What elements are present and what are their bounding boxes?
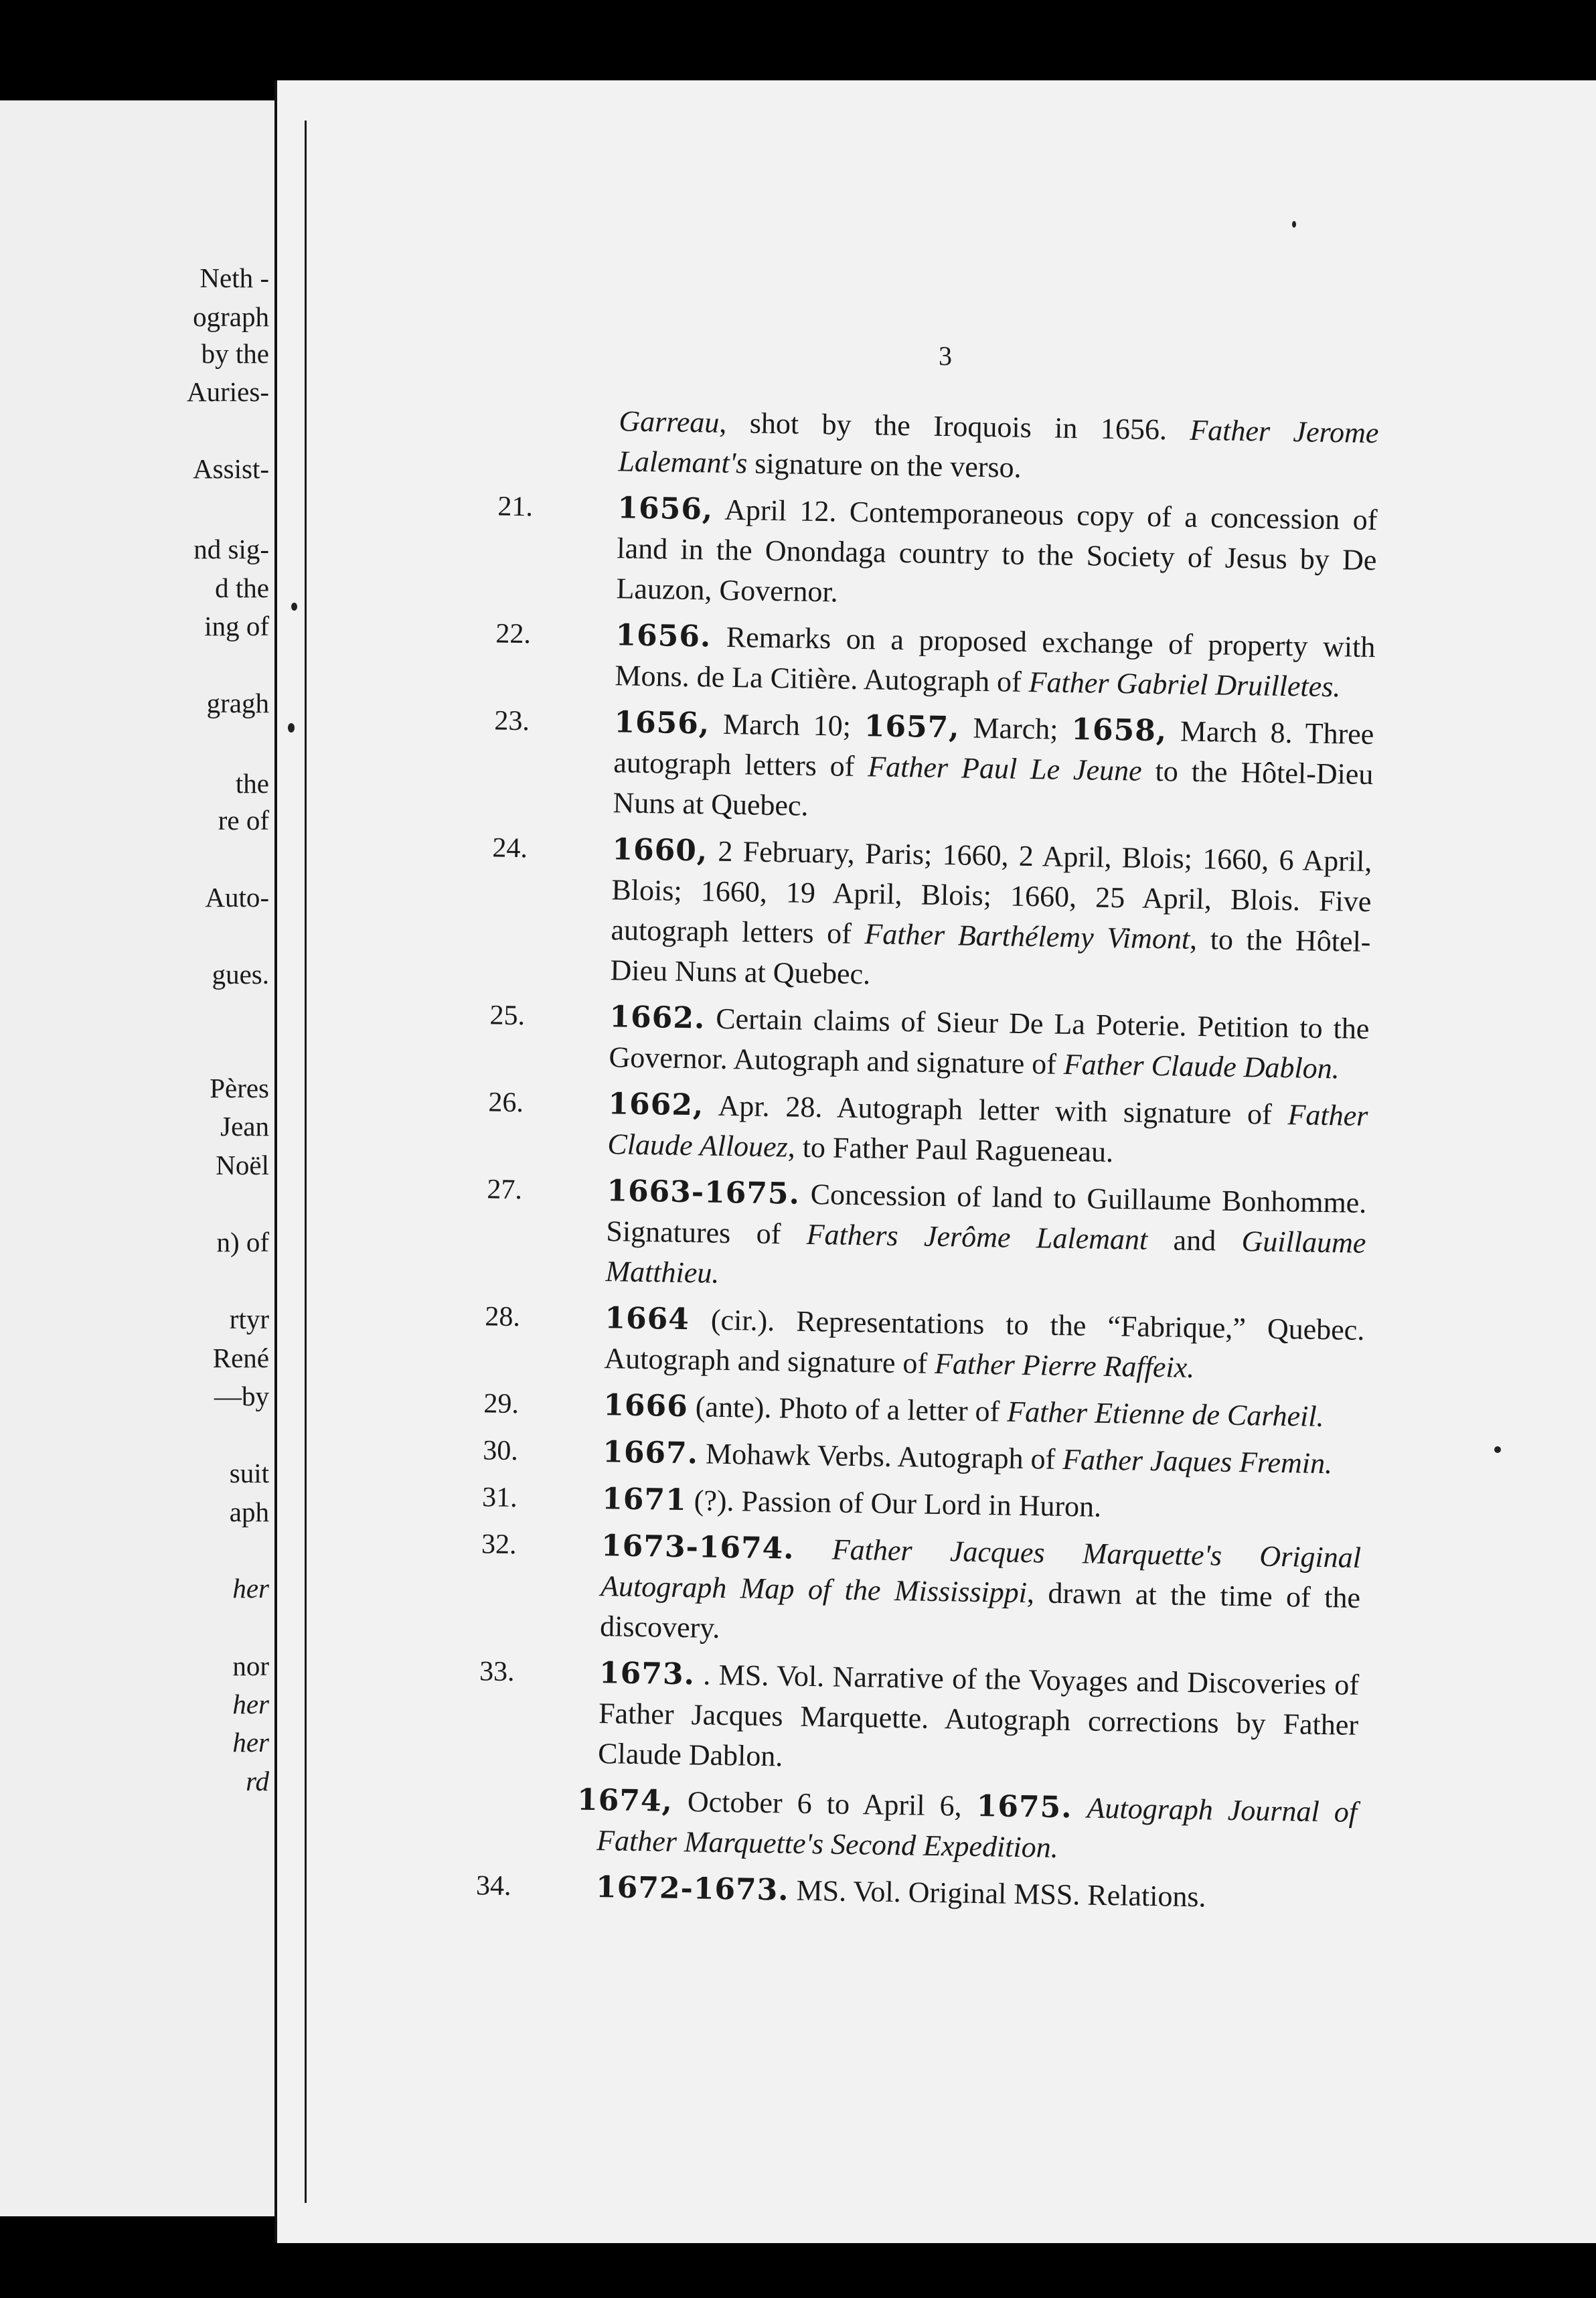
left-page-text-fragment: Assist- [193,453,269,484]
entry-number: 26. [488,1087,524,1119]
continuation-text: , shot by the Iroquois in 1656. [719,406,1168,447]
catalogue-entry [418,1430,1363,1484]
catalogue-entry [424,994,1370,1089]
entry-date: 1662. [609,1000,706,1036]
entry-text: March 8. Three autograph letters of [613,714,1374,783]
catalogue-entry [432,485,1378,621]
entry-date: 1656, [617,491,714,527]
entry-text: Remarks on a proposed exchange of property with Mons. de La Citière. Autograph of [615,620,1376,698]
left-page-text-fragment: gragh [206,688,269,718]
entry-text: October 6 to April 6, [672,1784,977,1823]
entry-italic-text: Father Claude Allouez [607,1098,1368,1164]
catalogue-entry [426,827,1372,1002]
entry-date: 1656. [615,618,712,654]
entry-text: , to the Hôtel-Dieu Nuns at Quebec. [610,922,1371,991]
catalogue-entries [412,485,1378,1920]
catalogue-entry [416,1523,1362,1659]
left-page-text-fragment: Auries- [187,376,269,407]
entry-text: Mohawk Verbs. Autograph of [698,1437,1063,1476]
entry-number: 32. [481,1529,517,1561]
entry-date: 1658, [1070,712,1168,749]
entry-date: 1671 [601,1482,688,1518]
catalogue-entry [420,1296,1365,1391]
entry-text: , drawn at the time of the discovery. [599,1576,1361,1644]
scan-speck [1494,1446,1501,1453]
catalogue-entry [419,1383,1364,1438]
entry-italic-text: Father Gabriel Druilletes. [1028,665,1341,704]
entry-number: 23. [494,705,530,737]
entry-number: 25. [489,1000,526,1032]
left-page-text-fragment: Jean [220,1111,269,1142]
left-page-text-fragment: Noël [216,1150,269,1180]
left-page-text-fragment: rd [246,1766,269,1796]
entry-text: (ante). Photo of a letter of [688,1390,1008,1428]
entry-italic-text: Father Jacques Marquette's Original Autograph Map of the Mississippi [600,1533,1362,1610]
entry-text: 2 February, Paris; 1660, 2 April, Blois; 1660, 6 April, Blois; 1660, 19 April, Blois; 1660, 25 April, Blois. Five autograph letters of [611,834,1372,951]
entry-number: 27. [487,1174,523,1206]
entry-date: 1663-1675. [607,1174,801,1211]
catalogue-entry [423,1081,1368,1176]
left-page-text-fragment: rtyr [229,1304,269,1334]
entry-date: 1662, [608,1087,704,1123]
left-page-text-fragment: —by [214,1381,269,1411]
entry-text: MS. Vol. Original MSS. Relations. [789,1873,1206,1914]
entry-italic-text: Fathers Jerôme Lalemant [806,1217,1148,1256]
entry-date: 1667. [602,1435,699,1471]
entry-italic-text: Father Etienne de Carheil. [1006,1395,1324,1434]
entry-number: 33. [479,1656,515,1688]
entry-date: 1664 [605,1301,690,1337]
entry-text: Concession of land to Guillaume Bonhomme. Signatures of [606,1177,1367,1251]
entry-text: (?). Passion of Our Lord in Huron. [686,1484,1102,1523]
left-page-text-fragment: re of [218,805,269,836]
left-page-text-fragment: the [235,768,269,799]
entry-text [794,1533,832,1566]
entry-date: 1666 [603,1388,689,1424]
catalogue-entry [418,1476,1362,1531]
left-page-text-fragment: her [232,1727,269,1758]
entry-number: 21. [497,491,534,523]
entry-date: 1673-1674. [601,1529,795,1566]
left-page-text-fragment: Pères [210,1073,269,1103]
entry-date: 1656, [614,705,710,741]
entry-number: 28. [485,1301,521,1333]
catalogue-entry [412,1778,1358,1873]
entry-number: 22. [495,618,532,650]
continuation-paragraph [618,401,1379,493]
continuation-end: signature on the verso. [754,447,1022,484]
continuation-name: Garreau [619,404,720,439]
catalogue-entry [428,700,1374,835]
entry-number: 29. [483,1388,520,1420]
continuation-father: Father Jerome Lalemant's [618,413,1379,480]
left-page-text-fragment: ograph [193,301,269,332]
entry-text: . MS. Vol. Narrative of the Voyages and Discoveries of Father Jacques Marquette. Autograph corrections by Father Claude Dablon. [597,1658,1360,1773]
scan-speck [291,603,297,611]
entry-italic-text: Autograph Journal of Father Marquette's Second Expedition. [596,1791,1358,1864]
entry-text: March; [959,711,1072,746]
scan-speck [1292,221,1296,228]
entry-number: 24. [492,832,528,864]
left-page-text-fragment: gues. [212,959,269,990]
entry-number: 34. [475,1870,511,1902]
left-page-text-fragment: nd sig- [193,534,269,564]
left-page-text-fragment: aph [229,1497,269,1527]
left-page-text-fragment: n) of [216,1227,269,1257]
previous-page-fragment [0,100,283,2216]
entry-date: 1675. [976,1788,1072,1825]
entry-text: to the Hôtel-Dieu Nuns at Quebec. [613,754,1374,822]
entry-text [1072,1791,1087,1824]
entry-date: 1657, [864,709,960,745]
entry-number: 30. [482,1435,519,1467]
left-page-text-fragment: her [232,1689,269,1719]
page-gutter-line [305,121,307,2203]
catalogue-entry [414,1651,1360,1786]
left-page-text-fragment: René [212,1343,269,1373]
left-page-text-fragment: Auto- [205,882,269,913]
left-page-text-fragment: ing of [204,611,269,641]
entry-text: (cir.). Representations to the “Fabrique,” Quebec. Autograph and signature of [604,1303,1365,1380]
entry-italic-text: Father Paul Le Jeune [867,750,1143,787]
entry-italic-text: Guillaume Matthieu. [605,1225,1366,1290]
entry-text: Apr. 28. Autograph letter with signature of [703,1089,1288,1132]
entry-text: and [1147,1223,1243,1258]
catalogue-text [412,398,1379,1920]
entry-date: 1674, [576,1782,673,1819]
entry-date: 1672-1673. [595,1870,789,1908]
entry-text: April 12. Contemporaneous copy of a concession of land in the Onondaga country to the Society of Jesus by De Lauzon, Governor. [616,493,1378,609]
entry-italic-text: Father Pierre Raffeix. [934,1347,1195,1384]
entry-date: 1660, [612,832,708,868]
left-page-text-fragment: suit [229,1458,269,1488]
entry-italic-text: Father Barthélemy Vimont [864,917,1190,955]
entry-number: 31. [481,1482,518,1514]
page-number: 3 [939,341,952,371]
entry-date: 1673. [598,1656,696,1692]
left-page-text-fragment: Neth - [200,262,269,293]
catalogue-entry [421,1168,1367,1304]
left-page-text-fragment: d the [215,572,269,603]
left-page-text-fragment: her [232,1573,269,1604]
entry-italic-text: Father Jaques Fremin. [1062,1442,1333,1480]
entry-text: , to Father Paul Ragueneau. [787,1130,1114,1169]
entry-italic-text: Father Claude Dablon. [1063,1047,1340,1085]
entry-text: Certain claims of Sieur De La Poterie. Petition to the Governor. Autograph and signature of [609,1002,1370,1081]
catalogue-entry [430,613,1376,708]
entry-text: March 10; [709,707,865,743]
left-page-text-fragment: by the [201,338,269,369]
left-page-text-fragment: nor [232,1651,269,1681]
scan-speck [288,723,295,733]
